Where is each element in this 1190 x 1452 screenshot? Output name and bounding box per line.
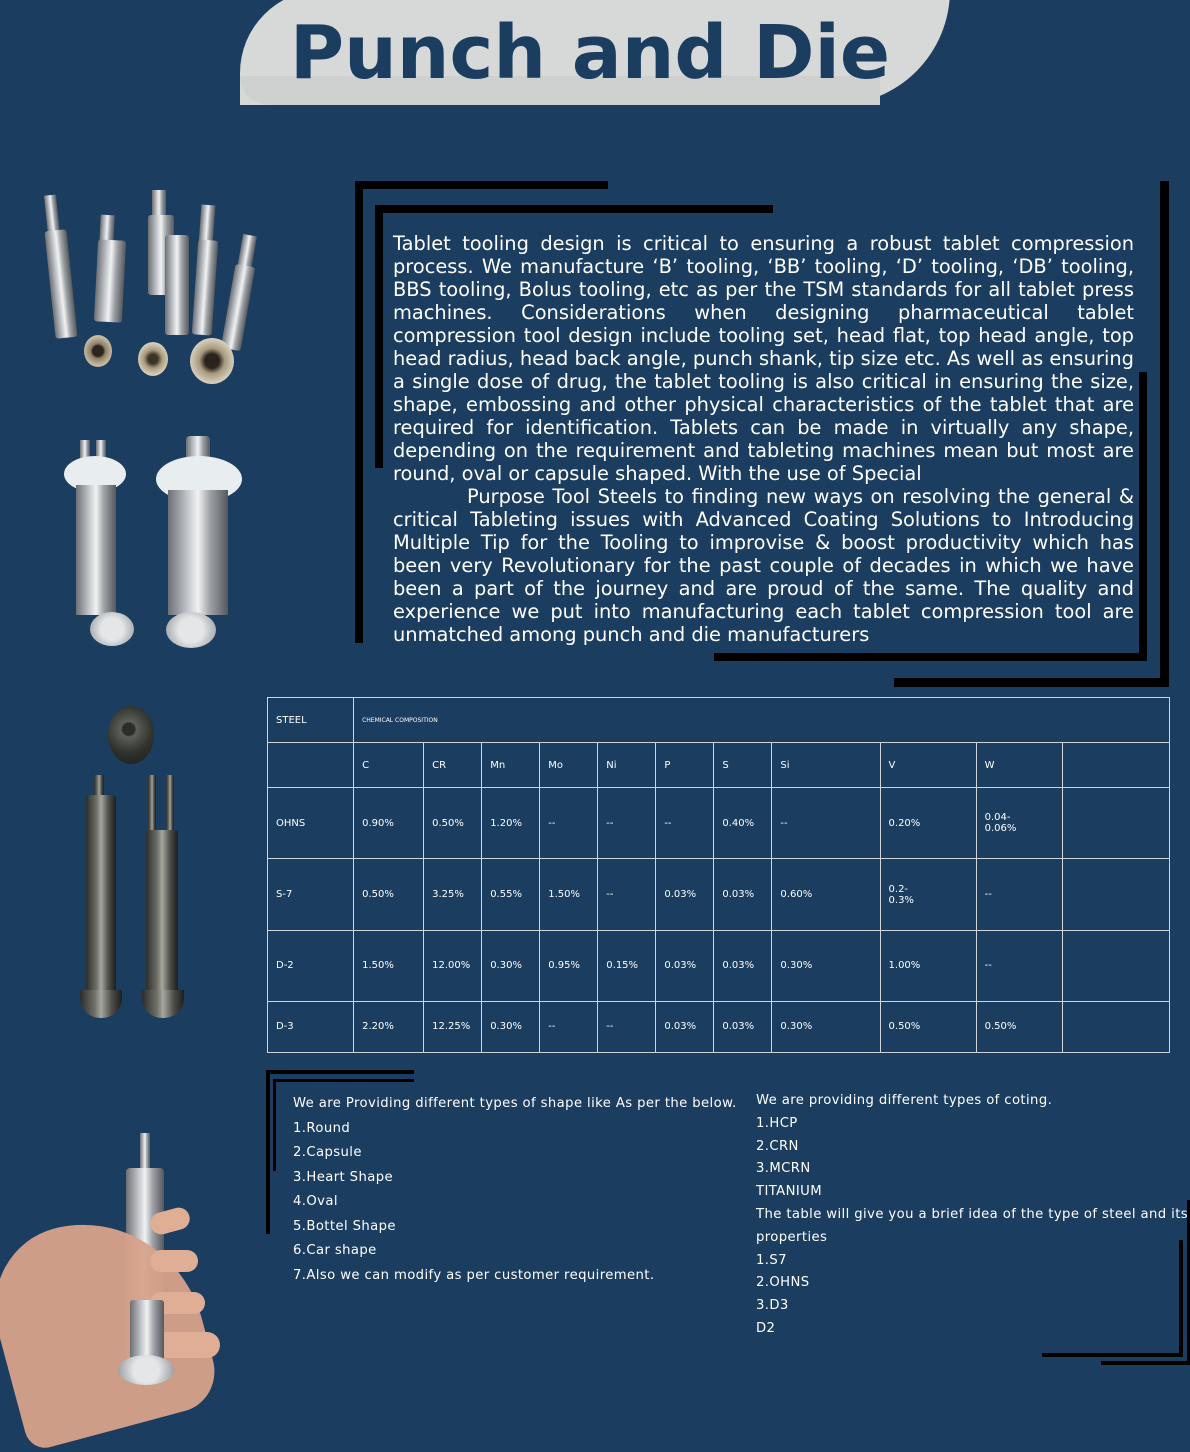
table-cell: 12.25% (424, 1001, 482, 1052)
table-element-row (268, 743, 1170, 788)
table-cell (1062, 788, 1169, 859)
list-item: 6.Car shape (293, 1243, 377, 1258)
list-item: 1.Round (293, 1120, 351, 1136)
table-cell: 0.50% (880, 1001, 976, 1052)
intro-text (393, 232, 1134, 646)
list-item: We are Providing different types of shape like As per the below. (293, 1096, 737, 1111)
table-cell: 0.03% (656, 930, 714, 1001)
composition-header: CHEMICAL COMPOSITION (354, 698, 1170, 743)
table-row (268, 930, 1170, 1001)
table-cell: 0.30% (482, 930, 540, 1001)
element-header: Mn (482, 743, 540, 788)
element-header: Si (772, 743, 880, 788)
frame-bar (1042, 1353, 1183, 1357)
page-title: Punch and Die (289, 10, 891, 96)
element-header: Mo (540, 743, 598, 788)
list-item: 7.Also we can modify as per customer requirement. (293, 1267, 655, 1283)
list-item: D2 (756, 1320, 776, 1336)
frame-bar (266, 1070, 270, 1234)
list-item: 3.Heart Shape (293, 1169, 393, 1185)
list-item: 1.S7 (756, 1252, 787, 1268)
table-cell: 0.50% (354, 859, 424, 930)
frame-bar (375, 205, 383, 468)
frame-bar (355, 181, 608, 189)
table-cell: 0.90% (354, 788, 424, 859)
table-cell: -- (598, 859, 656, 930)
frame-bar (714, 653, 1147, 661)
steel-name: D-2 (268, 930, 354, 1001)
table-cell: 0.30% (772, 930, 880, 1001)
coatings-list (756, 1092, 1188, 1343)
table-cell: -- (656, 788, 714, 859)
table-cell: 0.2-0.3% (880, 859, 976, 930)
element-header (1062, 743, 1169, 788)
table-cell: 12.00% (424, 930, 482, 1001)
chemical-composition-table (267, 697, 1170, 1053)
list-item: 4.Oval (293, 1194, 338, 1209)
table-cell: 1.50% (354, 930, 424, 1001)
element-header: Ni (598, 743, 656, 788)
frame-bar (375, 205, 773, 213)
list-item: 2.Capsule (293, 1145, 362, 1160)
frame-bar (266, 1070, 414, 1074)
element-header: W (976, 743, 1062, 788)
table-cell: -- (976, 930, 1062, 1001)
frame-bar (1101, 1361, 1190, 1365)
list-item: properties (756, 1229, 828, 1245)
frame-bar (1139, 372, 1147, 661)
table-cell: -- (540, 788, 598, 859)
list-item: 2.OHNS (756, 1275, 810, 1291)
table-cell: 0.03% (714, 1001, 772, 1052)
list-item: 3.D3 (756, 1298, 789, 1314)
table-cell (1062, 859, 1169, 930)
element-header: P (656, 743, 714, 788)
frame-bar (1160, 181, 1169, 687)
table-cell: 0.40% (714, 788, 772, 859)
table-row (268, 1001, 1170, 1052)
table-cell: 0.30% (482, 1001, 540, 1052)
table-cell: 0.03% (656, 859, 714, 930)
table-row (268, 859, 1170, 930)
table-cell: 0.03% (656, 1001, 714, 1052)
element-header: C (354, 743, 424, 788)
steel-name: OHNS (268, 788, 354, 859)
table-cell: 0.04-0.06% (976, 788, 1062, 859)
steel-name: S-7 (268, 859, 354, 930)
table-cell: 0.20% (880, 788, 976, 859)
intro-paragraph-1: Tablet tooling design is critical to ensuring a robust tablet compression process. We manufacture ‘B’ tooling, ‘BB’ tooling, ‘D’ tooling, ‘DB’ tooling, BBS tooling, Bolus tooling, etc as per the TSM standards for all tablet press machines. Considerations when designing pharmaceutical tablet compression tool design include tooling set, head flat, top head angle, top head radius, head back angle, punch shank, tip size etc. As well as ensuring a single dose of drug, the tablet tooling is also critical in ensuring the size, shape, embossing and other physical characteristics of the tablet that are required for identification. Tablets can be made in virtually any shape, depending on the requirement and tableting machines mean but most are round, oval or capsule shaped. With the use of Special (393, 232, 1134, 485)
list-item: 3.MCRN (756, 1161, 811, 1177)
list-item: We are providing different types of coting. (756, 1093, 1053, 1108)
intro-paragraph-2: Purpose Tool Steels to finding new ways on resolving the general & critical Tableting issues with Advanced Coating Solutions to Introducing Multiple Tip for the Tooling to improvise & boost productivity which has been very Revolutionary for the past couple of decades in which we have been a part of the journey and are proud of the same. The quality and experience we put into manufacturing each tablet compression tool are unmatched among punch and die manufacturers (393, 485, 1134, 646)
list-item: The table will give you a brief idea of the type of steel and its (756, 1206, 1189, 1222)
frame-bar (355, 181, 363, 643)
table-cell: 1.20% (482, 788, 540, 859)
table-cell: 3.25% (424, 859, 482, 930)
table-cell: 1.50% (540, 859, 598, 930)
table-cell: 0.03% (714, 859, 772, 930)
table-cell: 0.60% (772, 859, 880, 930)
table-cell: 0.50% (976, 1001, 1062, 1052)
table-cell: -- (976, 859, 1062, 930)
table-cell: 0.03% (714, 930, 772, 1001)
list-item: TITANIUM (756, 1184, 822, 1200)
frame-bar (894, 678, 1169, 687)
table-cell (1062, 1001, 1169, 1052)
table-cell: 0.30% (772, 1001, 880, 1052)
list-item: 5.Bottel Shape (293, 1218, 396, 1234)
table-cell: 0.55% (482, 859, 540, 930)
frame-bar (273, 1079, 414, 1082)
table-cell: -- (772, 788, 880, 859)
table-header-row (268, 698, 1170, 743)
element-header: CR (424, 743, 482, 788)
steel-name: D-3 (268, 1001, 354, 1052)
table-cell: 2.20% (354, 1001, 424, 1052)
element-header: S (714, 743, 772, 788)
element-header: V (880, 743, 976, 788)
list-item: 2.CRN (756, 1138, 799, 1154)
steel-header: STEEL (268, 698, 354, 743)
table-row (268, 788, 1170, 859)
list-item: 1.HCP (756, 1115, 798, 1131)
table-cell: 0.95% (540, 930, 598, 1001)
table-cell: -- (598, 788, 656, 859)
table-cell: -- (598, 1001, 656, 1052)
table-cell (1062, 930, 1169, 1001)
shapes-list (293, 1095, 737, 1291)
table-cell: -- (540, 1001, 598, 1052)
frame-bar (273, 1079, 276, 1171)
table-cell (268, 743, 354, 788)
table-cell: 0.50% (424, 788, 482, 859)
table-cell: 1.00% (880, 930, 976, 1001)
table-cell: 0.15% (598, 930, 656, 1001)
